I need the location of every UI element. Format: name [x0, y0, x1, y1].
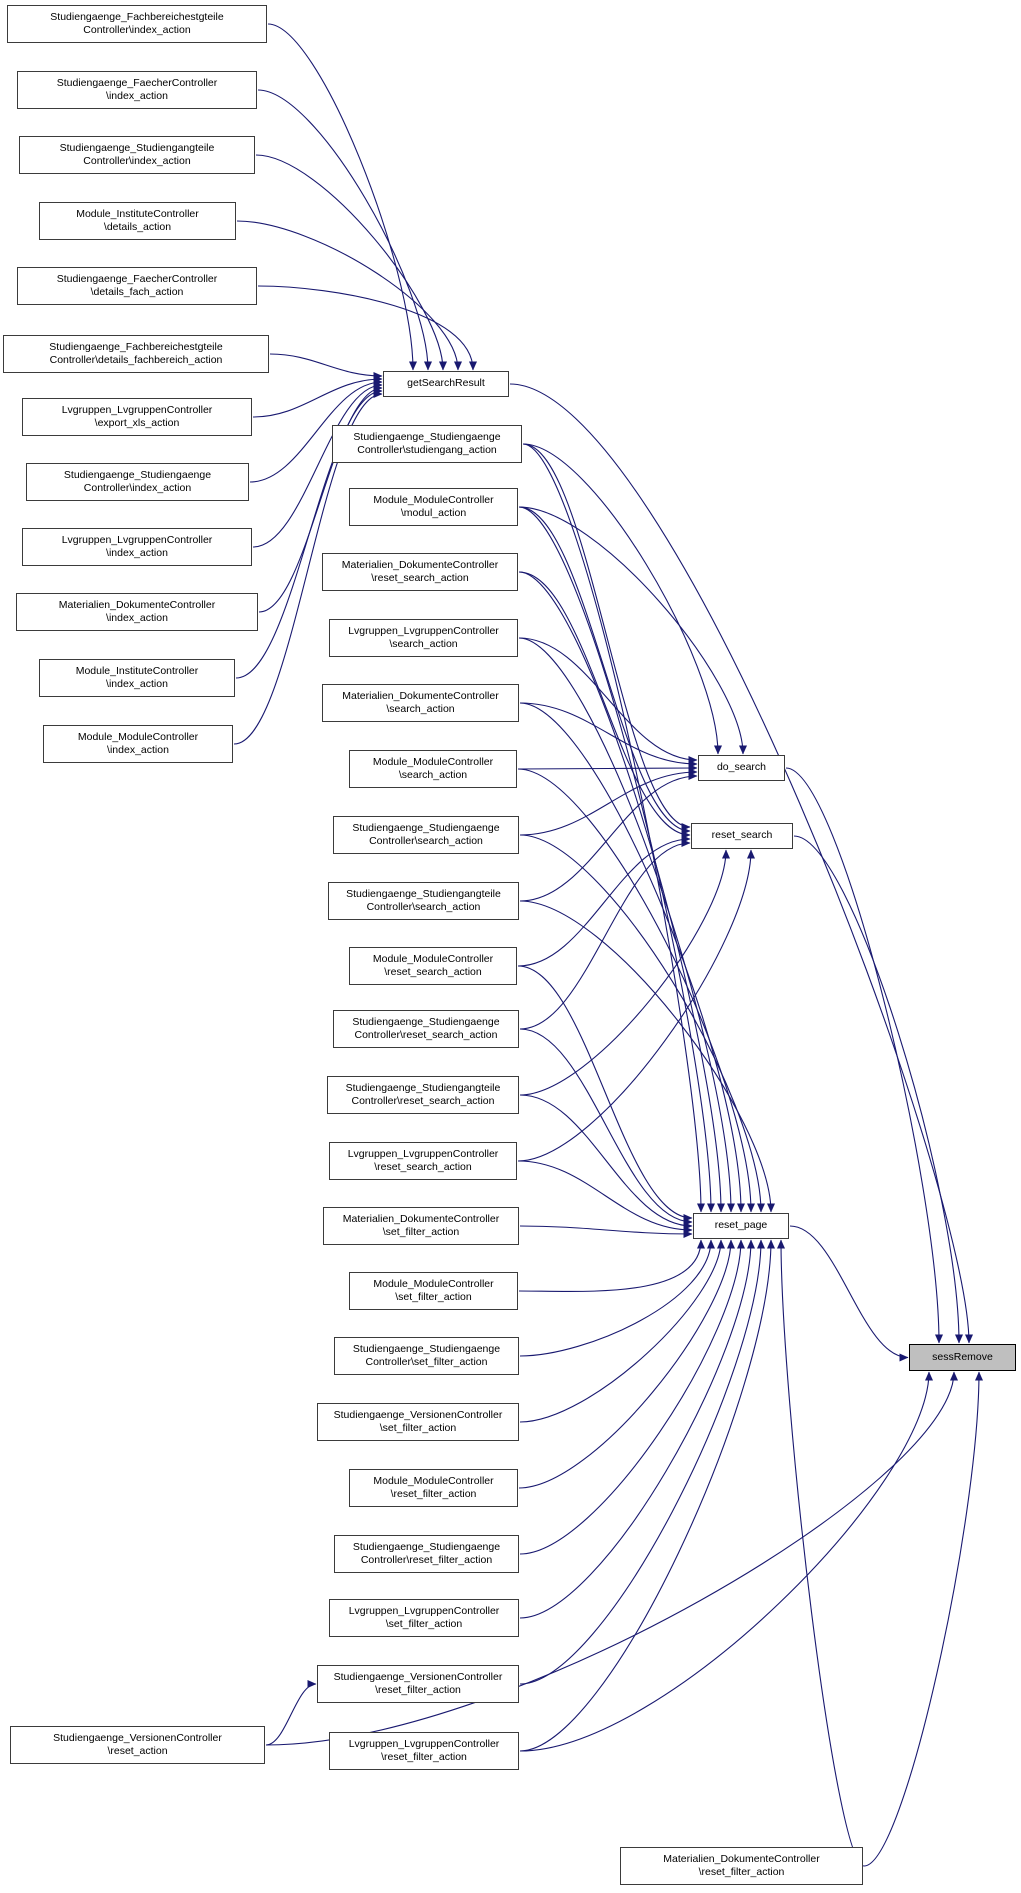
edge-mat_reset_filter-to-sessRemove [864, 1372, 979, 1866]
node-label-line: reset_page [714, 1219, 768, 1232]
node-label-line: \index_action [106, 547, 168, 559]
node-label-line: Lvgruppen_LvgruppenController [348, 1604, 500, 1617]
node-label-line: Lvgruppen_LvgruppenController [61, 403, 213, 416]
node-label-line: Module_ModuleController [373, 1474, 494, 1487]
node-label-line: \details_action [103, 221, 172, 233]
edge-sstg_studiengang-to-reset_search [523, 444, 690, 827]
node-label-line: sessRemove [932, 1350, 993, 1363]
node-sstgt_reset_search[interactable] [327, 1076, 519, 1114]
edge-sstg_reset_filter-to-reset_page [520, 1240, 741, 1554]
node-label-line: Controller\search_action [369, 835, 483, 847]
edge-reset_page-to-sessRemove [790, 1226, 908, 1358]
node-sstgt_index[interactable] [19, 136, 255, 174]
node-lv_reset_filter[interactable] [329, 1732, 519, 1770]
edge-lv_reset_filter-to-reset_page [520, 1240, 771, 1751]
node-label-line: Studiengaenge_VersionenController [333, 1408, 503, 1421]
node-label-line: do_search [716, 761, 767, 774]
node-minst_index[interactable] [39, 659, 235, 697]
edge-sstg_search-to-reset_page [520, 835, 761, 1212]
node-label-line: Materialien_DokumenteController [58, 598, 216, 611]
node-mat_set_filter[interactable] [323, 1207, 519, 1245]
node-sver_reset[interactable] [10, 1726, 265, 1764]
edge-getSearchResult-to-sessRemove [510, 384, 969, 1343]
edge-sstgt_index-to-getSearchResult [256, 155, 443, 370]
edge-sstg_search-to-do_search [520, 772, 697, 835]
node-label-line: Studiengaenge_VersionenController [333, 1670, 503, 1683]
node-sfb_index[interactable] [7, 5, 267, 43]
edge-lv_search-to-do_search [519, 638, 697, 760]
node-label-line: \search_action [389, 638, 458, 650]
node-sstg_reset_filter[interactable] [334, 1535, 519, 1573]
node-minst_details[interactable] [39, 202, 236, 240]
node-sstg_index[interactable] [26, 463, 249, 501]
node-label-line: \search_action [398, 769, 468, 781]
edge-mat_reset_search-to-reset_page [519, 572, 721, 1212]
edge-mat_reset_search-to-reset_search [519, 572, 690, 835]
node-label-line: Studiengaenge_Fachbereichestgteile [50, 10, 224, 23]
node-label-line: Lvgruppen_LvgruppenController [348, 624, 499, 637]
node-label-line: Studiengaenge_FaecherController [56, 76, 218, 89]
node-label-line: Module_ModuleController [373, 493, 494, 506]
edge-sstg_reset_search-to-reset_search [520, 843, 690, 1029]
node-label-line: Lvgruppen_LvgruppenController [347, 1147, 499, 1160]
node-mat_reset_search[interactable] [322, 553, 518, 591]
node-label-line: Module_ModuleController [373, 1277, 494, 1290]
node-getSearchResult[interactable] [383, 371, 509, 397]
node-label-line: Studiengaenge_Studiengaenge [352, 1540, 501, 1553]
node-label-line: \index_action [106, 678, 168, 690]
node-label-line: Module_ModuleController [372, 952, 494, 965]
node-mmod_search[interactable] [349, 750, 517, 788]
node-mmod_set_filter[interactable] [349, 1272, 518, 1310]
node-reset_page[interactable] [693, 1213, 789, 1239]
edge-sstg_reset_search-to-reset_page [520, 1029, 692, 1222]
node-label-line: \index_action [107, 744, 169, 756]
edge-sfaecher_details_fach-to-getSearchResult [258, 286, 473, 370]
node-mat_reset_filter[interactable] [620, 1847, 863, 1885]
node-label-line: \reset_filter_action [375, 1684, 461, 1696]
node-label-line: Materialien_DokumenteController [342, 689, 499, 702]
node-do_search[interactable] [698, 755, 785, 781]
edge-sstg_studiengang-to-reset_page [523, 444, 701, 1212]
node-label-line: Studiengaenge_Studiengangteile [346, 887, 501, 900]
node-label-line: getSearchResult [407, 377, 485, 390]
node-lv_reset_search[interactable] [329, 1142, 517, 1180]
node-label-line: \reset_search_action [374, 1161, 472, 1173]
node-sstg_reset_search[interactable] [333, 1010, 519, 1048]
node-label-line: Studiengaenge_VersionenController [53, 1731, 222, 1744]
node-mat_search[interactable] [322, 684, 519, 722]
node-label-line: Module_InstituteController [76, 207, 199, 220]
node-label-line: Lvgruppen_LvgruppenController [61, 533, 213, 546]
edge-lv_reset_filter-to-sessRemove [520, 1372, 929, 1751]
edge-sfb_details_fachbereich-to-getSearchResult [270, 354, 382, 376]
node-label-line: \set_filter_action [395, 1291, 472, 1303]
node-lv_export_xls[interactable] [22, 398, 252, 436]
node-label-line: Controller\search_action [366, 901, 481, 913]
node-label-line: Lvgruppen_LvgruppenController [348, 1737, 500, 1750]
node-lv_index[interactable] [22, 528, 252, 566]
edges-group [234, 24, 979, 1866]
node-sver_set_filter[interactable] [317, 1403, 519, 1441]
node-sstg_search[interactable] [333, 816, 519, 854]
node-label-line: \modul_action [400, 507, 467, 519]
edge-lv_set_filter-to-reset_page [520, 1240, 751, 1618]
node-label-line: Materialien_DokumenteController [663, 1852, 820, 1865]
node-mmod_reset_search[interactable] [349, 947, 517, 985]
edge-sstgt_search-to-reset_page [520, 901, 771, 1212]
node-sessRemove[interactable] [909, 1344, 1016, 1371]
node-mmod_index[interactable] [43, 725, 233, 763]
node-label-line: Controller\index_action [83, 155, 191, 167]
node-label-line: \index_action [106, 612, 168, 624]
edge-mmod_modul-to-do_search [519, 507, 743, 754]
node-sfaecher_details_fach[interactable] [17, 267, 257, 305]
edge-lv_export_xls-to-getSearchResult [253, 379, 382, 417]
edge-mmod_set_filter-to-reset_page [519, 1240, 701, 1291]
edge-sfaecher_index-to-getSearchResult [258, 90, 428, 370]
node-lv_search[interactable] [329, 619, 518, 657]
edge-sver_reset_filter-to-reset_page [520, 1240, 761, 1684]
edge-mmod_modul-to-reset_search [519, 507, 690, 831]
node-label-line: Module_ModuleController [77, 730, 199, 743]
edge-minst_details-to-getSearchResult [237, 221, 458, 370]
node-reset_search[interactable] [691, 823, 793, 849]
edge-mmod_reset_search-to-reset_page [518, 966, 692, 1218]
node-sver_reset_filter[interactable] [317, 1665, 519, 1703]
edge-sfb_index-to-getSearchResult [268, 24, 413, 370]
node-label-line: Studiengaenge_Studiengaenge [352, 1015, 500, 1028]
edge-sstgt_reset_search-to-reset_search [520, 850, 726, 1095]
node-mmod_modul[interactable] [349, 488, 518, 526]
edge-lv_search-to-reset_page [519, 638, 731, 1212]
node-label-line: Controller\reset_search_action [351, 1095, 495, 1107]
node-label-line: Controller\reset_search_action [354, 1029, 498, 1041]
edge-mmod_modul-to-reset_page [519, 507, 711, 1212]
node-label-line: Module_ModuleController [372, 755, 494, 768]
node-sstgt_search[interactable] [328, 882, 519, 920]
node-label-line: Studiengaenge_Fachbereichestgteile [49, 340, 223, 353]
node-label-line: \reset_filter_action [390, 1488, 477, 1500]
node-label-line: \set_filter_action [382, 1226, 460, 1238]
node-label-line: Controller\index_action [83, 24, 191, 36]
node-label-line: Studiengaenge_Studiengaenge [353, 430, 501, 443]
node-label-line: Studiengaenge_Studiengangteile [345, 1081, 501, 1094]
node-lv_set_filter[interactable] [329, 1599, 519, 1637]
node-sstg_studiengang[interactable] [332, 425, 522, 463]
edge-mmod_reset_filter-to-reset_page [519, 1240, 731, 1488]
node-sfaecher_index[interactable] [17, 71, 257, 109]
node-label-line: reset_search [711, 829, 773, 842]
node-label-line: \index_action [106, 90, 168, 102]
edge-sstg_set_filter-to-reset_page [520, 1240, 711, 1356]
node-label-line: Studiengaenge_Studiengaenge [352, 1342, 501, 1355]
node-label-line: \search_action [386, 703, 455, 715]
node-label-line: Studiengaenge_Studiengaenge [63, 468, 212, 481]
node-label-line: Controller\details_fachbereich_action [49, 354, 223, 366]
node-label-line: Module_InstituteController [75, 664, 199, 677]
node-label-line: Controller\reset_filter_action [360, 1554, 493, 1566]
node-label-line: \reset_action [107, 1745, 168, 1757]
node-mat_index[interactable] [16, 593, 258, 631]
node-label-line: Controller\studiengang_action [357, 444, 497, 456]
node-label-line: \reset_search_action [371, 572, 469, 584]
node-label-line: Materialien_DokumenteController [341, 558, 499, 571]
edge-lv_reset_search-to-reset_search [518, 850, 751, 1161]
edge-mmod_search-to-do_search [518, 768, 697, 769]
edge-do_search-to-sessRemove [786, 768, 939, 1343]
node-label-line: Studiengaenge_Studiengangteile [59, 141, 215, 154]
node-label-line: \export_xls_action [94, 417, 180, 429]
node-label-line: \set_filter_action [379, 1422, 457, 1434]
node-label-line: Studiengaenge_FaecherController [56, 272, 218, 285]
node-sstg_set_filter[interactable] [334, 1337, 519, 1375]
node-label-line: \details_fach_action [90, 286, 184, 298]
node-label-line: Controller\index_action [83, 482, 192, 494]
node-mmod_reset_filter[interactable] [349, 1469, 518, 1507]
node-label-line: \reset_filter_action [698, 1866, 785, 1878]
node-label-line: \reset_filter_action [381, 1751, 467, 1763]
node-label-line: \reset_search_action [384, 966, 482, 978]
node-label-line: Materialien_DokumenteController [342, 1212, 500, 1225]
node-label-line: Studiengaenge_Studiengaenge [352, 821, 500, 834]
edge-sver_reset-to-sver_reset_filter [266, 1684, 316, 1745]
node-sfb_details_fachbereich[interactable] [3, 335, 269, 373]
node-label-line: Controller\set_filter_action [365, 1356, 488, 1368]
edge-mat_reset_filter-to-reset_page [781, 1240, 864, 1866]
node-label-line: \set_filter_action [385, 1618, 463, 1630]
